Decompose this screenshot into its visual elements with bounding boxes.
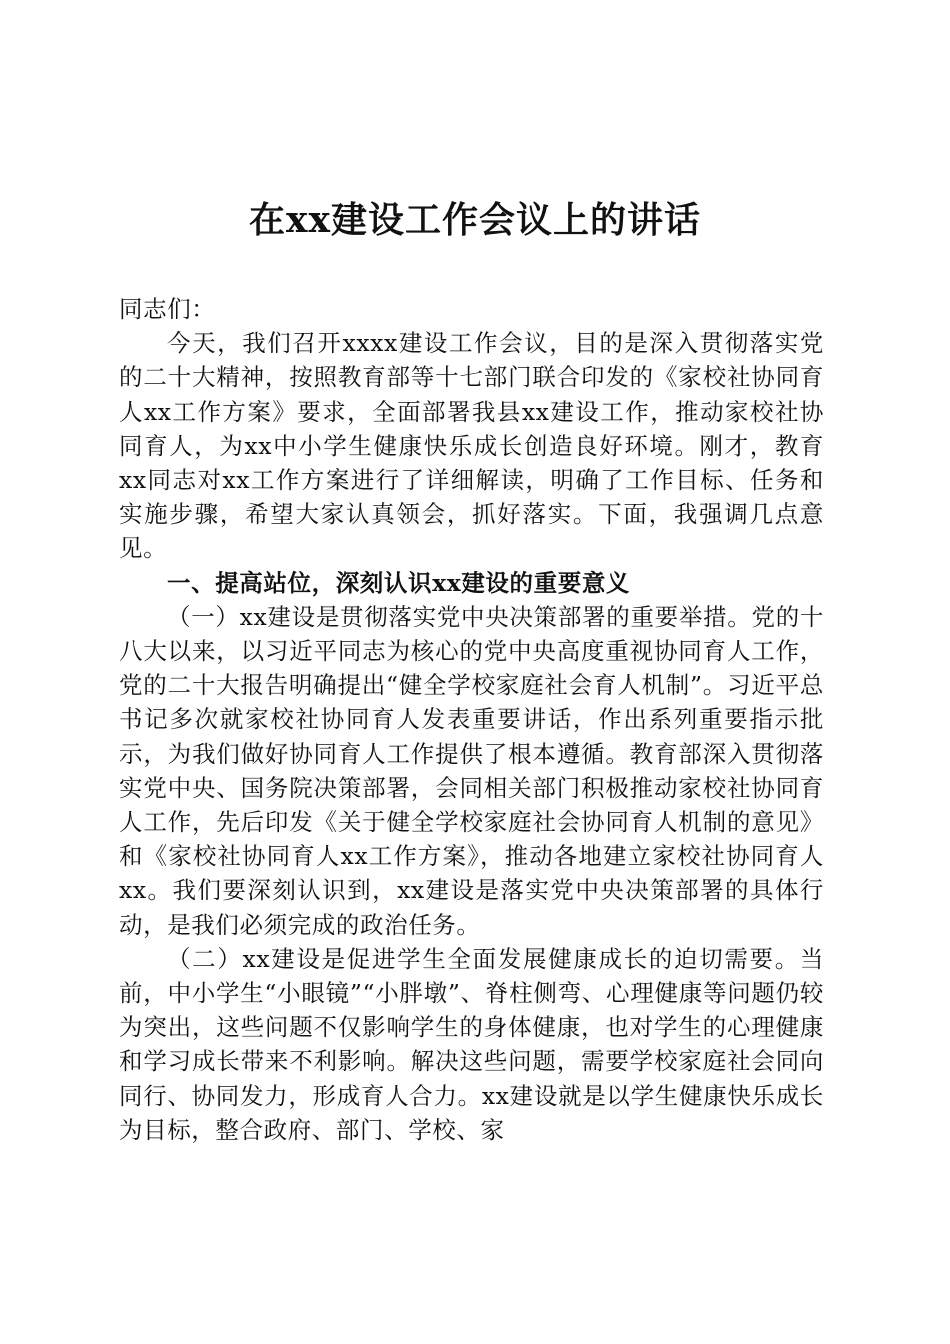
salutation: 同志们： xyxy=(119,295,216,323)
paragraph-point-1: （一）xx建设是贯彻落实党中央决策部署的重要举措。党的十八大以来，以习近平同志为核心的党中央高度重视协同育人工作，党的二十大报告明确提出“健全学校家庭社会育人机制”。习近平总书记多次就家校社协同育人发表重要讲话，作出系列重要指示批示，为我们做好协同育人工作提供了根本遵循。教育部深入贯彻落实党中央、国务院决策部署，会同相关部门积极推动家校社协同育人工作，先后印发《关于健全学校家庭社会协同育人机制的意见》和《家校社协同育人xx工作方案》，推动各地建立家校社协同育人xx。我们要深刻认识到，xx建设是落实党中央决策部署的具体行动，是我们必须完成的政治任务。 xyxy=(119,602,824,939)
document-body xyxy=(119,292,824,1147)
section-heading-1: 一、提高站位，深刻认识xx建设的重要意义 xyxy=(167,568,631,597)
paragraph-intro: 今天，我们召开xxxx建设工作会议，目的是深入贯彻落实党的二十大精神，按照教育部等十七部门联合印发的《家校社协同育人xx工作方案》要求，全面部署我县xx建设工作，推动家校社协同育人，为xx中小学生健康快乐成长创造良好环境。刚才，教育xx同志对xx工作方案进行了详细解读，明确了工作目标、任务和实施步骤，希望大家认真领会，抓好落实。下面，我强调几点意见。 xyxy=(119,329,824,563)
paragraph-point-2: （二）xx建设是促进学生全面发展健康成长的迫切需要。当前，中小学生“小眼镜”“小胖墩”、脊柱侧弯、心理健康等问题仍较为突出，这些问题不仅影响学生的身体健康，也对学生的心理健康和学习成长带来不利影响。解决这些问题，需要学校家庭社会同向同行、协同发力，形成育人合力。xx建设就是以学生健康快乐成长为目标，整合政府、部门、学校、家 xyxy=(119,944,824,1144)
document-title: 在xx建设工作会议上的讲话 xyxy=(249,199,701,241)
